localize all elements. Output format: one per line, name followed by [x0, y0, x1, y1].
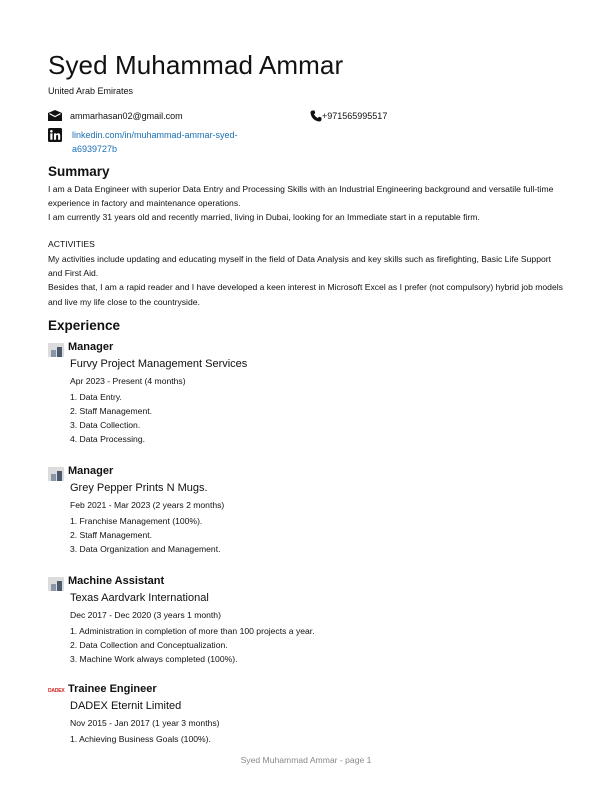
job-title: Manager [68, 465, 114, 477]
activities-text [48, 252, 563, 309]
phone-number[interactable]: +971565995517 [322, 111, 388, 121]
duty-item: 1. Achieving Business Goals (100%). [70, 734, 211, 744]
linkedin-contact [48, 128, 277, 156]
duty-item: 1. Data Entry. [70, 392, 122, 402]
experience-heading: Experience [48, 318, 121, 333]
duty-item: 2. Data Collection and Conceptualization. [70, 640, 228, 650]
company-logo-icon [48, 467, 64, 481]
job-title: Manager [68, 341, 114, 353]
activities-title: ACTIVITIES [48, 239, 95, 249]
company-name: DADEX Eternit Limited [70, 700, 182, 712]
duty-item: 3. Machine Work always completed (100%). [70, 654, 238, 664]
summary-text [48, 182, 563, 225]
job-duties [70, 390, 152, 446]
summary-heading: Summary [48, 164, 110, 179]
company-name: Grey Pepper Prints N Mugs. [70, 482, 208, 494]
job-duties [70, 624, 315, 666]
activities-line: Besides that, I am a rapid reader and I have developed a keen interest in Microsoft Excel as I prefer (not compulsory) hybrid job models and live my life close to the countryside. [48, 282, 563, 307]
duty-item: 2. Staff Management. [70, 406, 153, 416]
email-contact [48, 110, 183, 121]
duty-item: 3. Data Collection. [70, 420, 141, 430]
linkedin-link[interactable]: linkedin.com/in/muhammad-ammar-syed-a6939727b [72, 130, 238, 154]
dadex-logo-icon [48, 684, 66, 698]
page-footer: Syed Muhammad Ammar - page 1 [240, 755, 372, 765]
summary-line: I am currently 31 years old and recently married, living in Dubai, looking for an Immediate start in a reputable firm. [48, 212, 480, 223]
job-duties [70, 732, 211, 746]
company-name: Texas Aardvark International [70, 592, 209, 604]
company-logo-icon [48, 577, 64, 591]
envelope-icon [48, 110, 62, 121]
company-logo-icon [48, 343, 64, 357]
activities-line: My activities include updating and educating myself in the field of Data Analysis and key skills such as firefighting, Basic Life Support and First Aid. [48, 254, 552, 279]
duty-item: 1. Administration in completion of more than 100 projects a year. [70, 626, 315, 636]
duty-item: 2. Staff Management. [70, 530, 153, 540]
duty-item: 1. Franchise Management (100%). [70, 516, 203, 526]
page-title: Syed Muhammad Ammar [48, 50, 344, 80]
job-dates: Nov 2015 - Jan 2017 (1 year 3 months) [70, 718, 220, 728]
duty-item: 3. Data Organization and Management. [70, 544, 221, 554]
job-dates: Feb 2021 - Mar 2023 (2 years 2 months) [70, 500, 225, 510]
job-title: Trainee Engineer [68, 683, 157, 695]
duty-item: 4. Data Processing. [70, 434, 145, 444]
location: United Arab Emirates [48, 86, 134, 96]
phone-contact [310, 110, 387, 122]
job-dates: Apr 2023 - Present (4 months) [70, 376, 186, 386]
company-name: Furvy Project Management Services [70, 358, 248, 370]
job-title: Machine Assistant [68, 575, 165, 587]
email-address[interactable]: ammarhasan02@gmail.com [70, 110, 183, 121]
phone-icon [310, 110, 322, 122]
dadex-logo-text: DADEX [48, 688, 65, 694]
job-dates: Dec 2017 - Dec 2020 (3 years 1 month) [70, 610, 221, 620]
summary-line: I am a Data Engineer with superior Data Entry and Processing Skills with an Industrial Engineering background and versatile full-time experience in factory and maintenance operations. [48, 184, 554, 209]
job-duties [70, 514, 220, 556]
linkedin-icon [48, 128, 62, 142]
